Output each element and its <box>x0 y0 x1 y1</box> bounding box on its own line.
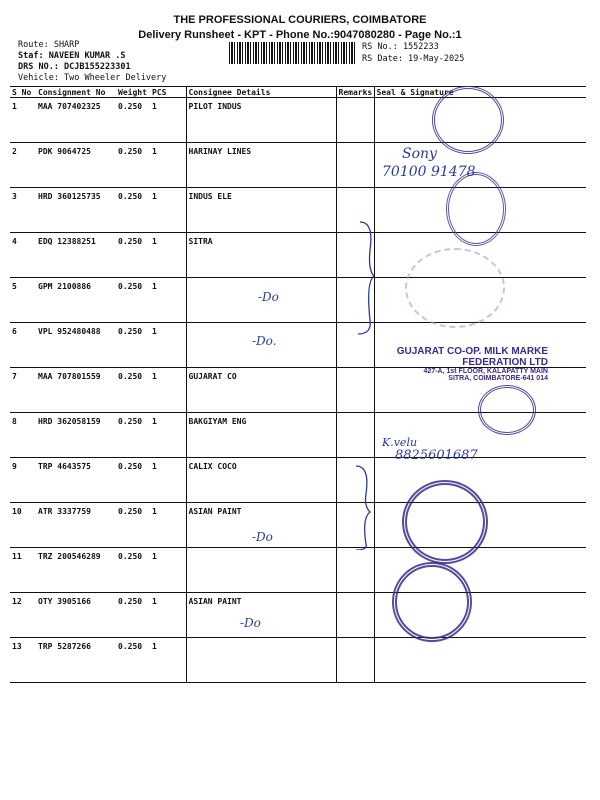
row-pcs: 1 <box>150 368 186 413</box>
ditto-mark-13: -Do <box>240 616 261 630</box>
asian-paints-seal-2 <box>392 562 472 642</box>
row-sno: 11 <box>10 548 36 593</box>
row-consignment-no: PDK 9064725 <box>36 143 116 188</box>
ditto-mark-6: -Do. <box>252 334 277 348</box>
row-sno: 13 <box>10 638 36 683</box>
row-sno: 5 <box>10 278 36 323</box>
row-consignment-no: HRD 362058159 <box>36 413 116 458</box>
row-weight: 0.250 <box>116 98 150 143</box>
row-consignment-no: MAA 707402325 <box>36 98 116 143</box>
row-pcs: 1 <box>150 143 186 188</box>
gujarat-stamp-line3: 427-A, 1st FLOOR, KALAPATTY MAIN <box>423 368 548 375</box>
row-sno: 3 <box>10 188 36 233</box>
col-weight-header: Weight <box>116 87 150 98</box>
row-consignee: BAKGIYAM ENG <box>186 413 336 458</box>
row-consignee: ASIAN PAINT <box>186 593 336 638</box>
faded-round-seal <box>405 248 505 328</box>
company-seal-stamp <box>432 86 504 154</box>
row-pcs: 1 <box>150 98 186 143</box>
row-weight: 0.250 <box>116 593 150 638</box>
row-weight: 0.250 <box>116 323 150 368</box>
table-row <box>10 503 586 548</box>
row-weight: 0.250 <box>116 233 150 278</box>
row-pcs: 1 <box>150 548 186 593</box>
table-row <box>10 143 586 188</box>
row-pcs: 1 <box>150 503 186 548</box>
row-sno: 1 <box>10 98 36 143</box>
drs-number: DRS NO.: DCJB155223301 <box>18 62 131 72</box>
col-seal-header: Seal & Signature <box>374 87 586 98</box>
gujarat-stamp-line4: SITRA, COIMBATORE-641 014 <box>448 375 548 382</box>
gujarat-stamp-line2: FEDERATION LTD <box>462 357 548 368</box>
row-weight: 0.250 <box>116 503 150 548</box>
row-sno: 7 <box>10 368 36 413</box>
rs-date: RS Date: 19-May-2025 <box>362 54 465 64</box>
row-remarks <box>336 548 374 593</box>
row-consignee: INDUS ELE <box>186 188 336 233</box>
runsheet-table <box>10 86 586 683</box>
handwritten-phone-1: 70100 91478 <box>382 164 476 180</box>
row-sno: 4 <box>10 233 36 278</box>
row-sno: 2 <box>10 143 36 188</box>
table-row <box>10 593 586 638</box>
row-weight: 0.250 <box>116 548 150 593</box>
row-remarks <box>336 638 374 683</box>
handwritten-phone-2: 8825601687 <box>395 448 478 463</box>
row-consignment-no: TRP 4643575 <box>36 458 116 503</box>
indus-electronics-seal <box>446 172 506 246</box>
row-pcs: 1 <box>150 188 186 233</box>
table-row <box>10 458 586 503</box>
row-consignee: GUJARAT CO <box>186 368 336 413</box>
col-pcs-header: PCS <box>150 87 186 98</box>
row-consignee <box>186 548 336 593</box>
row-weight: 0.250 <box>116 413 150 458</box>
rs-number: RS No.: 1552233 <box>362 42 439 52</box>
row-consignee: ASIAN PAINT <box>186 503 336 548</box>
row-pcs: 1 <box>150 233 186 278</box>
row-consignment-no: VPL 952480488 <box>36 323 116 368</box>
col-consignee-header: Consignee Details <box>186 87 336 98</box>
row-sno: 12 <box>10 593 36 638</box>
row-consignee: HARINAY LINES <box>186 143 336 188</box>
row-sno: 6 <box>10 323 36 368</box>
row-consignee: CALIX COCO <box>186 458 336 503</box>
row-remarks <box>336 593 374 638</box>
runsheet-subtitle: Delivery Runsheet - KPT - Phone No.:9047080280 - Page No.:1 <box>138 29 462 41</box>
row-weight: 0.250 <box>116 638 150 683</box>
ditto-mark-5: -Do <box>258 290 279 304</box>
row-consignment-no: TRP 5287266 <box>36 638 116 683</box>
row-pcs: 1 <box>150 413 186 458</box>
row-consignment-no: EDQ 12388251 <box>36 233 116 278</box>
remark-brace-marks <box>340 210 380 550</box>
row-seal <box>374 458 586 503</box>
row-pcs: 1 <box>150 593 186 638</box>
row-weight: 0.250 <box>116 143 150 188</box>
handwritten-name: Sony <box>402 146 437 162</box>
row-seal <box>374 638 586 683</box>
row-remarks <box>336 143 374 188</box>
row-consignee <box>186 638 336 683</box>
round-seal-gujarat <box>478 385 536 435</box>
row-sno: 9 <box>10 458 36 503</box>
row-weight: 0.250 <box>116 188 150 233</box>
asian-paints-seal-1 <box>402 480 488 564</box>
row-sno: 10 <box>10 503 36 548</box>
row-pcs: 1 <box>150 638 186 683</box>
handwritten-signature-2: K.velu <box>382 436 418 449</box>
vehicle-label: Vehicle: Two Wheeler Delivery <box>18 73 167 83</box>
route-label: Route: SHARP <box>18 40 80 50</box>
row-consignment-no: HRD 360125735 <box>36 188 116 233</box>
row-pcs: 1 <box>150 458 186 503</box>
row-consignment-no: OTY 3905166 <box>36 593 116 638</box>
col-sno-header: S No <box>10 87 36 98</box>
row-consignment-no: MAA 707801559 <box>36 368 116 413</box>
row-weight: 0.250 <box>116 278 150 323</box>
ditto-mark-11: -Do <box>252 530 273 544</box>
row-weight: 0.250 <box>116 458 150 503</box>
runsheet-title: THE PROFESSIONAL COURIERS, COIMBATORE <box>173 14 427 26</box>
row-consignee: SITRA <box>186 233 336 278</box>
row-consignment-no: ATR 3337759 <box>36 503 116 548</box>
row-pcs: 1 <box>150 278 186 323</box>
table-row <box>10 548 586 593</box>
row-consignment-no: GPM 2100886 <box>36 278 116 323</box>
table-row <box>10 638 586 683</box>
col-consignment-header: Consignment No <box>36 87 116 98</box>
table-header-row <box>10 87 586 98</box>
row-consignee: PILOT INDUS <box>186 98 336 143</box>
row-sno: 8 <box>10 413 36 458</box>
gujarat-co-op-stamp <box>376 346 548 382</box>
row-remarks <box>336 98 374 143</box>
row-weight: 0.250 <box>116 368 150 413</box>
col-remarks-header: Remarks <box>336 87 374 98</box>
row-consignment-no: TRZ 200546289 <box>36 548 116 593</box>
gujarat-stamp-line1: GUJARAT CO-OP. MILK MARKE <box>396 346 548 357</box>
staff-label: Staf: NAVEEN KUMAR .S <box>18 51 126 61</box>
barcode <box>229 42 355 64</box>
row-pcs: 1 <box>150 323 186 368</box>
